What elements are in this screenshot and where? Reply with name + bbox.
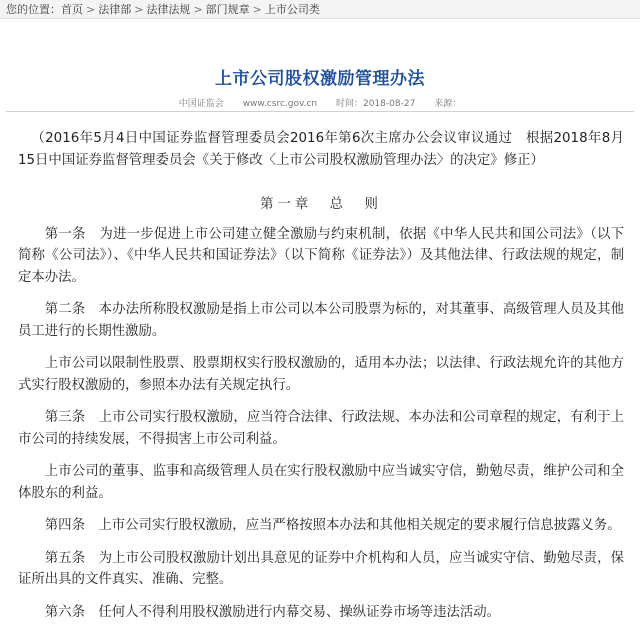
document-body	[18, 128, 624, 634]
page-title: 上市公司股权激励管理办法	[215, 69, 425, 89]
breadcrumb-item-dept-rules[interactable]: 部门规章	[205, 3, 250, 16]
article-paragraph: 第三条 上市公司实行股权激励，应当符合法律、行政法规、本办法和公司章程的规定，有利于上市公司的持续发展，不得损害上市公司利益。	[18, 410, 624, 447]
article-date: 时间：2018-08-27	[336, 99, 416, 109]
article-paragraph: 第四条 上市公司实行股权激励，应当严格按照本办法和其他相关规定的要求履行信息披露义务。	[44, 518, 621, 533]
article-site: www.csrc.gov.cn	[242, 99, 318, 109]
breadcrumb-item-home[interactable]: 首页	[61, 3, 83, 16]
breadcrumb-prefix: 您的位置：	[6, 3, 61, 16]
article-paragraph: 第一条 为进一步促进上市公司建立健全激励与约束机制，依据《中华人民共和国公司法》（以下简称《公司法》）、《中华人民共和国证券法》（以下简称《证券法》）及其他法律、行政法规的规定，制定本办法。	[18, 226, 624, 285]
article-paragraph: 第六条 任何人不得利用股权激励进行内幕交易、操纵证券市场等违法活动。	[44, 604, 501, 620]
chapter-heading: 第一章 总 则	[260, 197, 382, 212]
article-paragraph: 上市公司以限制性股票、股票期权实行股权激励的，适用本办法；以法律、行政法规允许的其他方式实行股权激励的，参照本办法有关规定执行。	[18, 356, 624, 393]
breadcrumb-separator: >	[134, 3, 144, 16]
breadcrumb-item-legal-dept[interactable]: 法律部	[98, 3, 132, 16]
breadcrumb-separator: >	[252, 3, 262, 16]
article-paragraph: 上市公司的董事、监事和高级管理人员在实行股权激励中应当诚实守信，勤勉尽责，维护公司和全体股东的利益。	[18, 464, 624, 501]
breadcrumb	[0, 0, 640, 19]
breadcrumb-separator: >	[86, 3, 96, 16]
article-meta	[0, 96, 640, 109]
breadcrumb-item-listed-companies[interactable]: 上市公司类	[264, 3, 320, 16]
article-source: 中国证监会	[178, 99, 224, 109]
article-paragraph: 第二条 本办法所称股权激励是指上市公司以本公司股票为标的，对其董事、高级管理人员及其他员工进行的长期性激励。	[18, 302, 624, 339]
article-origin: 来源：	[434, 99, 462, 109]
article-paragraph: 第五条 为上市公司股权激励计划出具意见的证券中介机构和人员，应当诚实守信、勤勉尽责，保证所出具的文件真实、准确、完整。	[18, 550, 624, 587]
preamble: （2016年5月4日中国证券监督管理委员会2016年第6次主席办公会议审议通过 根据2018年8月15日中国证券监督管理委员会《关于修改〈上市公司股权激励管理办法〉的决定》修正）	[18, 131, 624, 168]
divider	[6, 111, 634, 112]
breadcrumb-item-laws[interactable]: 法律法规	[146, 3, 191, 16]
breadcrumb-separator: >	[193, 3, 203, 16]
